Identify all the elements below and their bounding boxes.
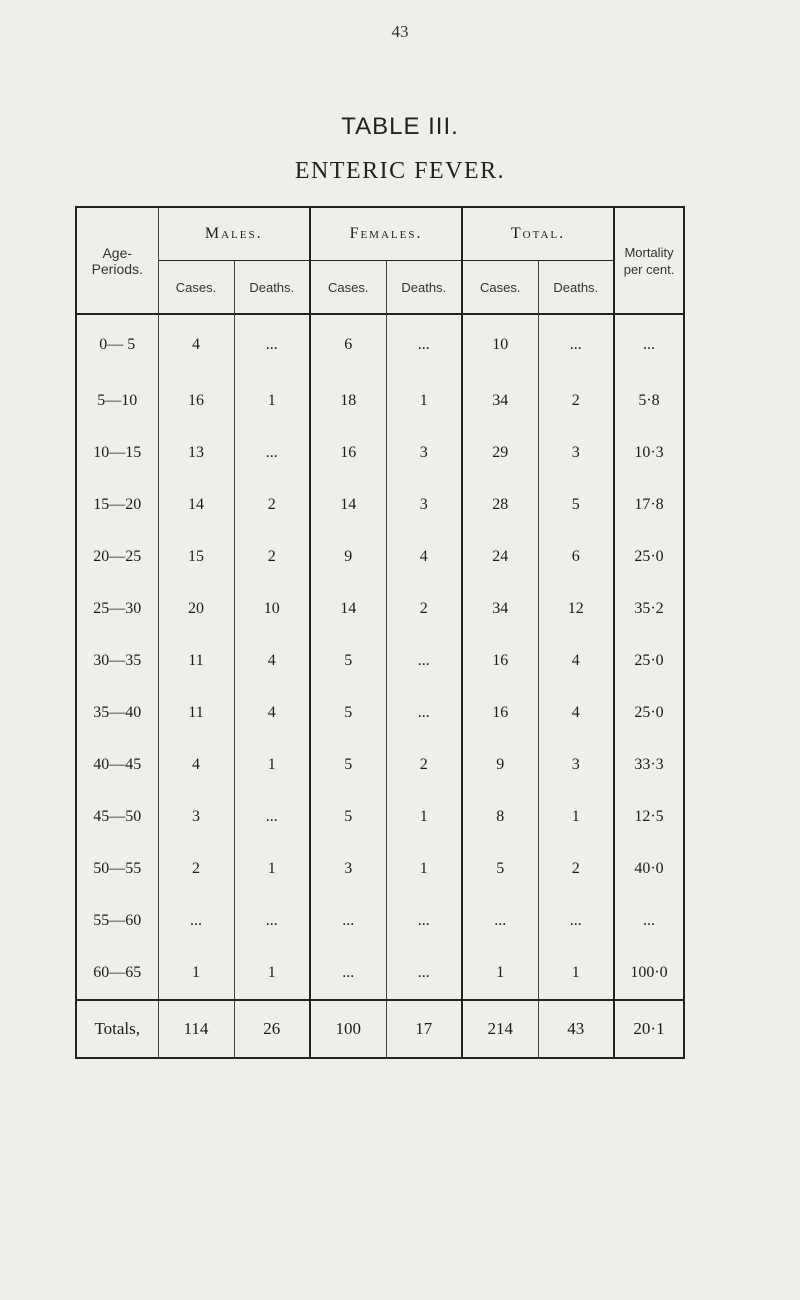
age-period-cell: 30—35 bbox=[76, 635, 158, 687]
females-deaths-cell: 2 bbox=[386, 583, 462, 635]
males-cases-header: Cases. bbox=[158, 261, 234, 315]
table-row bbox=[76, 314, 684, 375]
females-cases-cell: 5 bbox=[310, 635, 386, 687]
males-deaths-cell: 1 bbox=[234, 739, 310, 791]
total-deaths-cell: 4 bbox=[538, 635, 614, 687]
total-deaths-cell: 2 bbox=[538, 375, 614, 427]
males-deaths-cell: 4 bbox=[234, 687, 310, 739]
females-deaths-cell: 3 bbox=[386, 479, 462, 531]
total-deaths-cell: 1 bbox=[538, 947, 614, 1000]
table-row bbox=[76, 739, 684, 791]
total-deaths-cell: 3 bbox=[538, 739, 614, 791]
mortality-cell: 25·0 bbox=[614, 687, 684, 739]
males-cases-cell: 3 bbox=[158, 791, 234, 843]
total-cases-cell: 9 bbox=[462, 739, 538, 791]
table-subtitle: ENTERIC FEVER. bbox=[294, 158, 506, 184]
mortality-cell: 25·0 bbox=[614, 635, 684, 687]
females-cases-cell: 18 bbox=[310, 375, 386, 427]
mortality-cell: 10·3 bbox=[614, 427, 684, 479]
males-deaths-cell: ... bbox=[234, 314, 310, 375]
mortality-cell: 33·3 bbox=[614, 739, 684, 791]
totals-total-deaths-cell: 43 bbox=[538, 1000, 614, 1058]
males-deaths-cell: ... bbox=[234, 895, 310, 947]
table-row bbox=[76, 635, 684, 687]
mortality-cell: 17·8 bbox=[614, 479, 684, 531]
total-cases-cell: ... bbox=[462, 895, 538, 947]
totals-label: Totals, bbox=[76, 1000, 158, 1058]
females-deaths-cell: 4 bbox=[386, 531, 462, 583]
females-cases-cell: 3 bbox=[310, 843, 386, 895]
total-deaths-cell: 3 bbox=[538, 427, 614, 479]
total-deaths-cell: ... bbox=[538, 314, 614, 375]
total-deaths-cell: 2 bbox=[538, 843, 614, 895]
table-body bbox=[76, 314, 684, 1058]
mortality-cell: 40·0 bbox=[614, 843, 684, 895]
females-deaths-cell: ... bbox=[386, 895, 462, 947]
females-deaths-cell: ... bbox=[386, 635, 462, 687]
age-period-cell: 5—10 bbox=[76, 375, 158, 427]
totals-males-cases-cell: 114 bbox=[158, 1000, 234, 1058]
total-cases-cell: 34 bbox=[462, 583, 538, 635]
males-deaths-cell: 4 bbox=[234, 635, 310, 687]
males-cases-cell: 20 bbox=[158, 583, 234, 635]
page-number: 43 bbox=[391, 22, 409, 41]
females-deaths-cell: ... bbox=[386, 314, 462, 375]
males-cases-cell: 2 bbox=[158, 843, 234, 895]
mortality-cell: ... bbox=[614, 314, 684, 375]
total-header: Total. bbox=[462, 207, 614, 261]
table-row bbox=[76, 531, 684, 583]
total-cases-cell: 29 bbox=[462, 427, 538, 479]
total-deaths-header: Deaths. bbox=[538, 261, 614, 315]
totals-total-cases-cell: 214 bbox=[462, 1000, 538, 1058]
females-header: Females. bbox=[310, 207, 462, 261]
males-deaths-cell: ... bbox=[234, 427, 310, 479]
males-deaths-cell: 10 bbox=[234, 583, 310, 635]
totals-row bbox=[76, 1000, 684, 1058]
total-deaths-cell: 1 bbox=[538, 791, 614, 843]
males-deaths-cell: 1 bbox=[234, 843, 310, 895]
mortality-cell: 35·2 bbox=[614, 583, 684, 635]
age-period-cell: 55—60 bbox=[76, 895, 158, 947]
males-cases-cell: 11 bbox=[158, 635, 234, 687]
total-cases-cell: 5 bbox=[462, 843, 538, 895]
total-cases-cell: 10 bbox=[462, 314, 538, 375]
males-deaths-cell: 1 bbox=[234, 375, 310, 427]
females-cases-cell: ... bbox=[310, 895, 386, 947]
males-cases-cell: 4 bbox=[158, 314, 234, 375]
females-deaths-cell: ... bbox=[386, 947, 462, 1000]
total-cases-cell: 16 bbox=[462, 687, 538, 739]
age-period-cell: 15—20 bbox=[76, 479, 158, 531]
males-cases-cell: ... bbox=[158, 895, 234, 947]
age-period-cell: 20—25 bbox=[76, 531, 158, 583]
total-cases-cell: 8 bbox=[462, 791, 538, 843]
females-cases-cell: ... bbox=[310, 947, 386, 1000]
total-cases-header: Cases. bbox=[462, 261, 538, 315]
females-cases-cell: 5 bbox=[310, 791, 386, 843]
mortality-cell: 25·0 bbox=[614, 531, 684, 583]
totals-females-deaths-cell: 17 bbox=[386, 1000, 462, 1058]
mortality-cell: 100·0 bbox=[614, 947, 684, 1000]
age-period-cell: 10—15 bbox=[76, 427, 158, 479]
females-cases-cell: 5 bbox=[310, 687, 386, 739]
males-cases-cell: 1 bbox=[158, 947, 234, 1000]
total-deaths-cell: 4 bbox=[538, 687, 614, 739]
males-cases-cell: 15 bbox=[158, 531, 234, 583]
totals-mortality-cell: 20·1 bbox=[614, 1000, 684, 1058]
mortality-cell: ... bbox=[614, 895, 684, 947]
females-cases-header: Cases. bbox=[310, 261, 386, 315]
age-period-cell: 60—65 bbox=[76, 947, 158, 1000]
females-cases-cell: 16 bbox=[310, 427, 386, 479]
total-deaths-cell: 6 bbox=[538, 531, 614, 583]
age-period-cell: 50—55 bbox=[76, 843, 158, 895]
females-cases-cell: 14 bbox=[310, 479, 386, 531]
males-cases-cell: 14 bbox=[158, 479, 234, 531]
total-deaths-cell: 5 bbox=[538, 479, 614, 531]
total-cases-cell: 24 bbox=[462, 531, 538, 583]
females-deaths-cell: ... bbox=[386, 687, 462, 739]
males-header: Males. bbox=[158, 207, 310, 261]
males-deaths-cell: 1 bbox=[234, 947, 310, 1000]
table-title: TABLE III. bbox=[341, 113, 459, 140]
males-deaths-cell: 2 bbox=[234, 531, 310, 583]
age-period-cell: 45—50 bbox=[76, 791, 158, 843]
age-period-cell: 35—40 bbox=[76, 687, 158, 739]
enteric-fever-table bbox=[75, 206, 685, 1059]
table-row bbox=[76, 479, 684, 531]
mortality-cell: 12·5 bbox=[614, 791, 684, 843]
age-period-cell: 0— 5 bbox=[76, 314, 158, 375]
females-deaths-cell: 1 bbox=[386, 791, 462, 843]
table-row bbox=[76, 687, 684, 739]
table-row bbox=[76, 791, 684, 843]
table-row bbox=[76, 843, 684, 895]
females-deaths-cell: 1 bbox=[386, 375, 462, 427]
total-cases-cell: 28 bbox=[462, 479, 538, 531]
females-deaths-cell: 2 bbox=[386, 739, 462, 791]
females-deaths-header: Deaths. bbox=[386, 261, 462, 315]
males-cases-cell: 13 bbox=[158, 427, 234, 479]
age-period-cell: 40—45 bbox=[76, 739, 158, 791]
table-row bbox=[76, 583, 684, 635]
females-cases-cell: 14 bbox=[310, 583, 386, 635]
age-period-cell: 25—30 bbox=[76, 583, 158, 635]
total-deaths-cell: ... bbox=[538, 895, 614, 947]
males-deaths-cell: 2 bbox=[234, 479, 310, 531]
table-row bbox=[76, 427, 684, 479]
table-row bbox=[76, 895, 684, 947]
total-cases-cell: 16 bbox=[462, 635, 538, 687]
mortality-cell: 5·8 bbox=[614, 375, 684, 427]
age-periods-header: Age- Periods. bbox=[76, 207, 158, 314]
males-deaths-header: Deaths. bbox=[234, 261, 310, 315]
totals-males-deaths-cell: 26 bbox=[234, 1000, 310, 1058]
males-cases-cell: 16 bbox=[158, 375, 234, 427]
males-deaths-cell: ... bbox=[234, 791, 310, 843]
total-cases-cell: 34 bbox=[462, 375, 538, 427]
totals-females-cases-cell: 100 bbox=[310, 1000, 386, 1058]
females-cases-cell: 9 bbox=[310, 531, 386, 583]
females-cases-cell: 5 bbox=[310, 739, 386, 791]
females-deaths-cell: 3 bbox=[386, 427, 462, 479]
males-cases-cell: 4 bbox=[158, 739, 234, 791]
females-deaths-cell: 1 bbox=[386, 843, 462, 895]
males-cases-cell: 11 bbox=[158, 687, 234, 739]
table-row bbox=[76, 947, 684, 1000]
total-cases-cell: 1 bbox=[462, 947, 538, 1000]
table-row bbox=[76, 375, 684, 427]
total-deaths-cell: 12 bbox=[538, 583, 614, 635]
mortality-header: Mortality per cent. bbox=[614, 207, 684, 314]
females-cases-cell: 6 bbox=[310, 314, 386, 375]
